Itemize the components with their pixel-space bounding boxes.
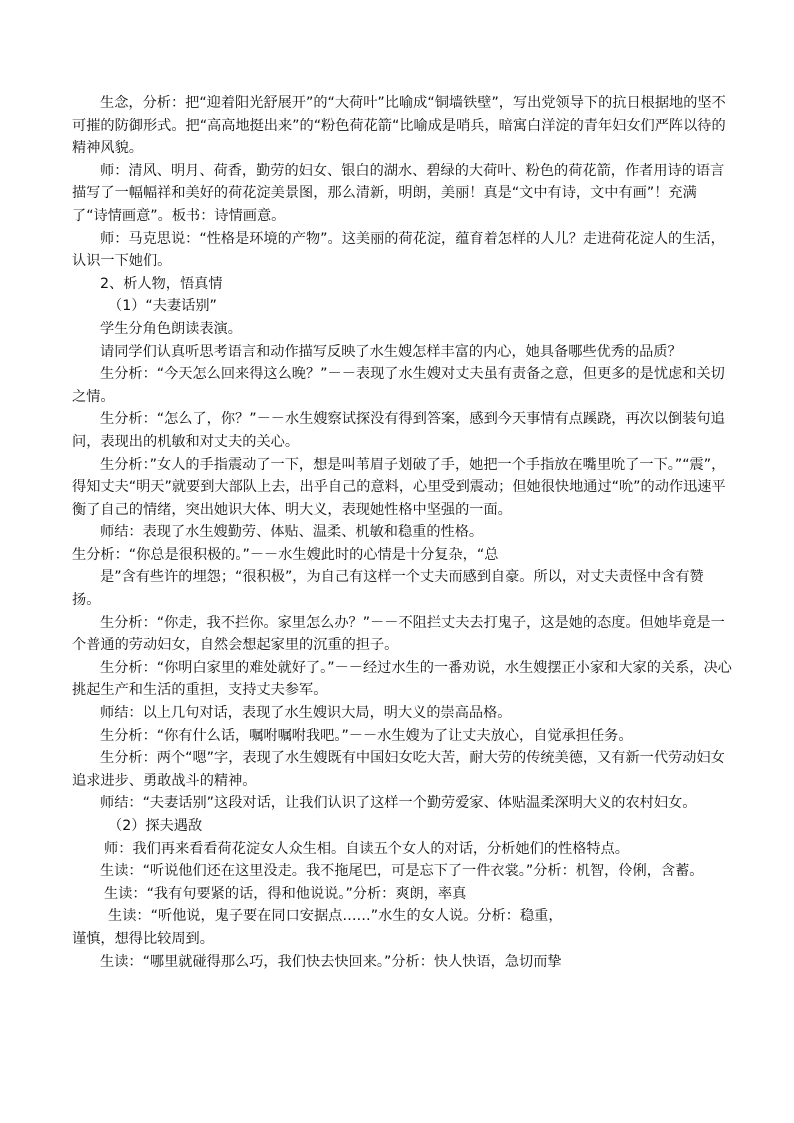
paragraph-analysis-active-cont: 是”含有些许的埋怨；“很积极”，为自己有这样一个丈夫而感到自豪。所以，对丈夫责怪中含有赞扬。 xyxy=(72,569,704,609)
paragraph-read-3: 生读：“听他说，鬼子要在同口安据点……”水生的女人说。分析：稳重， xyxy=(108,908,563,925)
paragraph-read-3-cont: 谨慎，想得比较周到。 xyxy=(72,930,214,947)
paragraph-read-4: 生读：“哪里就碰得那么巧，我们快去快回来。”分析：快人快语，急切而挚 xyxy=(100,953,562,970)
paragraph-teacher-poetic: 师：清风、明月、荷香，勤劳的妇女、银白的湖水、碧绿的大荷叶、粉色的荷花箭，作者用诗的语言描写了一幅幅祥和美好的荷花淀美景图，那么清新，明朗，美丽！真是“文中有诗，文中有画”！充满了“诗情画意”。板书：诗情画意。 xyxy=(72,162,725,224)
paragraph-role-play: 学生分角色朗读表演。 xyxy=(100,320,242,337)
paragraph-teacher-five-women: 师：我们再来看看荷花淀女人众生相。自读五个女人的对话，分析她们的性格特点。 xyxy=(104,840,629,857)
section-heading-2: 2、析人物，悟真情 xyxy=(100,275,223,292)
paragraph-analysis-late: 生分析：“今天怎么回来得这么晚？”－－表现了水生嫂对丈夫虽有责备之意，但更多的是忧虑和关切之情。 xyxy=(72,366,725,405)
paragraph-teacher-summary-1: 师结：表现了水生嫂勤劳、体贴、温柔、机敏和稳重的性格。 xyxy=(100,524,484,541)
subsection-heading-1: （1）“夫妻话别” xyxy=(108,298,217,315)
paragraph-analysis-instruct: 生分析：“你有什么话，嘱咐嘱咐我吧。”－－水生嫂为了让丈夫放心，自觉承担任务。 xyxy=(100,727,633,744)
paragraph-analysis-understand: 生分析：“你明白家里的难处就好了。”－－经过水生的一番劝说，水生嫂摆正小家和大家的关系，决心挑起生产和生活的重担，支持丈夫参军。 xyxy=(72,659,732,699)
paragraph-teacher-marx: 师：马克思说：“性格是环境的产物”。这美丽的荷花淀，蕴育着怎样的人儿？走进荷花淀人的生活，认识一下她们。 xyxy=(72,230,725,270)
paragraph-analysis-lotus-leaf: 生念，分析：把“迎着阳光舒展开”的“大荷叶”比喻成“铜墙铁壁”，写出党领导下的抗日根据地的坚不可摧的防御形式。把“高高地挺出来”的“粉色荷花箭“比喻成是哨兵，暗寓白洋淀的青年妇女们严阵以待的精神风貌。 xyxy=(72,95,726,157)
paragraph-analysis-what: 生分析：“怎么了，你？”－－水生嫂察试探没有得到答案，感到今天事情有点蹊跷，再次以倒装句追问，表现出的机敏和对丈夫的关心。 xyxy=(72,411,725,450)
paragraph-teacher-summary-3: 师结：“夫妻话别”这段对话，让我们认识了这样一个勤劳爱家、体贴温柔深明大义的农村妇女。 xyxy=(100,795,697,812)
paragraph-analysis-go: 生分析：“你走，我不拦你。家里怎么办？”－－不阻拦丈夫去打鬼子，这是她的态度。但她毕竟是一个普通的劳动妇女，自然会想起家里的沉重的担子。 xyxy=(72,614,725,654)
paragraph-analysis-finger: 生分析：”女人的手指震动了一下，想是叫苇眉子划破了手，她把一个手指放在嘴里吮了一下。”“震”，得知丈夫“明天”就要到大部队上去，出乎自己的意料，心里受到震动；但她很快地通过“吮”的动作迅速平衡了自己的情绪，突出她识大体、明大义，表现她性格中坚强的一面。 xyxy=(72,456,726,518)
paragraph-read-2: 生读：“我有句要紧的话，得和他说说。”分析：爽朗，率真 xyxy=(104,885,467,902)
paragraph-analysis-active: 生分析：“你总是很积极的。”－－水生嫂此时的心情是十分复杂，“总 xyxy=(72,546,499,563)
paragraph-analysis-en: 生分析：两个“嗯”字，表现了水生嫂既有中国妇女吃大苦，耐大劳的传统美德，又有新一代劳动妇女追求进步、勇敢战斗的精神。 xyxy=(72,750,725,789)
document-page xyxy=(72,92,732,973)
subsection-heading-2: （2）探夫遇敌 xyxy=(108,818,203,834)
paragraph-teacher-summary-2: 师结：以上几句对话，表现了水生嫂识大局，明大义的崇高品格。 xyxy=(100,705,512,722)
paragraph-question: 请同学们认真听思考语言和动作描写反映了水生嫂怎样丰富的内心，她具备哪些优秀的品质？ xyxy=(100,343,682,360)
paragraph-read-1: 生读：“听说他们还在这里没走。我不拖尾巴，可是忘下了一件衣裳。”分析：机智，伶俐，含蓄。 xyxy=(100,863,704,880)
